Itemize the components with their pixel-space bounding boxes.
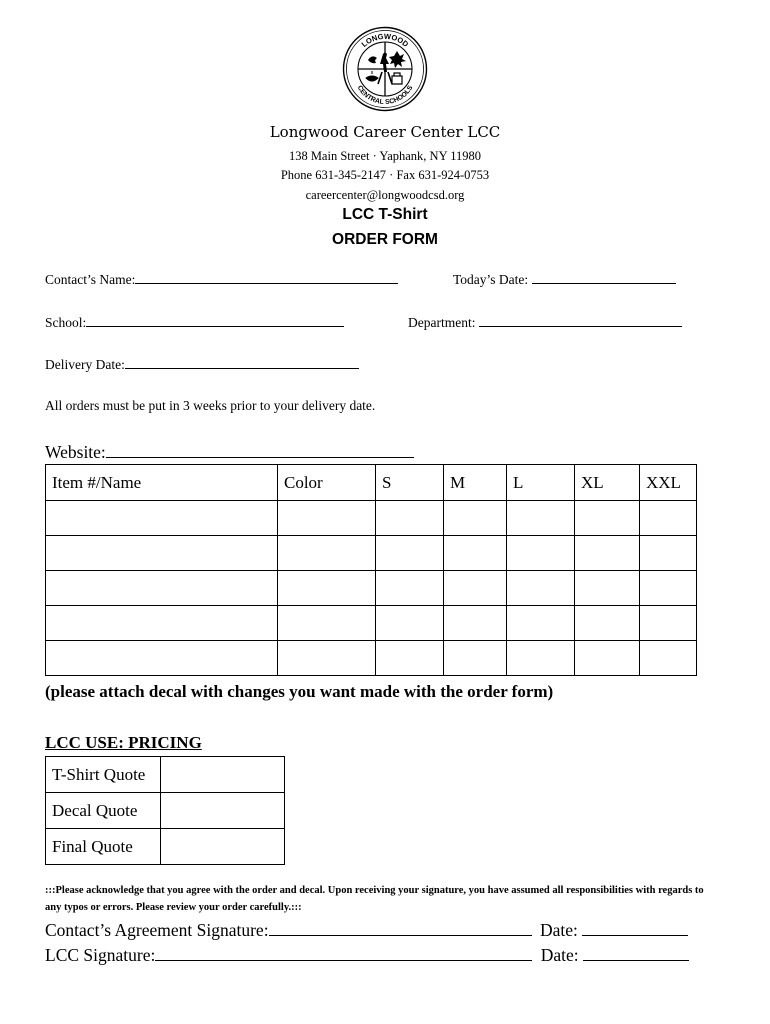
contact-date-label: Date: <box>539 920 578 940</box>
cell-xl[interactable] <box>575 606 640 641</box>
todays-date-field[interactable] <box>453 270 676 288</box>
cell-l[interactable] <box>507 571 575 606</box>
cell-color[interactable] <box>278 571 376 606</box>
delivery-date-field[interactable] <box>45 355 359 373</box>
form-title-line1: LCC T-Shirt <box>342 206 428 223</box>
cell-xxl[interactable] <box>640 571 697 606</box>
department-field[interactable] <box>408 313 682 331</box>
cell-m[interactable] <box>444 501 507 536</box>
table-row <box>46 501 697 536</box>
cell-s[interactable] <box>376 501 444 536</box>
lcc-date-label: Date: <box>540 945 579 965</box>
org-address: 138 Main Street · Yaphank, NY 11980 <box>288 149 482 163</box>
cell-s[interactable] <box>376 536 444 571</box>
svg-text:LONGWOOD: LONGWOOD <box>359 31 411 49</box>
pricing-table <box>45 756 285 865</box>
cell-item[interactable] <box>46 501 278 536</box>
cell-m[interactable] <box>444 571 507 606</box>
department-line[interactable] <box>479 313 682 327</box>
header-size-l: L <box>507 465 575 501</box>
cell-xl[interactable] <box>575 501 640 536</box>
cell-xxl[interactable] <box>640 606 697 641</box>
svg-text:CENTRAL SCHOOLS: CENTRAL SCHOOLS <box>355 84 415 107</box>
cell-color[interactable] <box>278 606 376 641</box>
lcc-signature-line[interactable] <box>155 943 532 961</box>
pricing-title: LCC USE: PRICING <box>45 733 202 752</box>
header-size-xl: XL <box>575 465 640 501</box>
org-email: careercenter@longwoodcsd.org <box>305 188 465 202</box>
table-row <box>46 536 697 571</box>
cell-item[interactable] <box>46 571 278 606</box>
cell-xxl[interactable] <box>640 536 697 571</box>
contact-signature-label: Contact’s Agreement Signature: <box>45 920 269 940</box>
cell-m[interactable] <box>444 641 507 676</box>
school-line[interactable] <box>86 313 344 327</box>
contact-signature-row[interactable] <box>45 918 688 941</box>
cell-l[interactable] <box>507 641 575 676</box>
table-row <box>46 606 697 641</box>
cell-m[interactable] <box>444 536 507 571</box>
header-size-s: S <box>376 465 444 501</box>
school-label: School: <box>45 315 87 330</box>
cell-color[interactable] <box>278 501 376 536</box>
pricing-value-decal[interactable] <box>161 793 285 829</box>
pricing-value-tshirt[interactable] <box>161 757 285 793</box>
contact-date-line[interactable] <box>582 918 688 936</box>
lcc-signature-row[interactable] <box>45 943 689 966</box>
lead-time-note: All orders must be put in 3 weeks prior to your delivery date. <box>45 398 376 413</box>
table-row <box>46 641 697 676</box>
header-item-name: Item #/Name <box>46 465 278 501</box>
delivery-date-line[interactable] <box>125 355 359 369</box>
header-size-m: M <box>444 465 507 501</box>
longwood-seal-logo <box>342 26 428 112</box>
cell-s[interactable] <box>376 606 444 641</box>
department-label: Department: <box>408 315 476 330</box>
form-title-line2: ORDER FORM <box>332 231 438 248</box>
lcc-signature-label: LCC Signature: <box>45 945 156 965</box>
lcc-date-line[interactable] <box>583 943 689 961</box>
cell-m[interactable] <box>444 606 507 641</box>
cell-item[interactable] <box>46 606 278 641</box>
org-phone-fax: Phone 631-345-2147 · Fax 631-924-0753 <box>280 168 490 182</box>
cell-item[interactable] <box>46 641 278 676</box>
table-row <box>46 571 697 606</box>
website-label: Website: <box>45 442 106 462</box>
cell-s[interactable] <box>376 641 444 676</box>
delivery-date-label: Delivery Date: <box>45 357 125 372</box>
cell-color[interactable] <box>278 536 376 571</box>
todays-date-label: Today’s Date: <box>453 272 529 287</box>
pricing-row <box>46 793 285 829</box>
pricing-value-final[interactable] <box>161 829 285 865</box>
decal-note: (please attach decal with changes you want made with the order form) <box>45 682 554 701</box>
cell-l[interactable] <box>507 536 575 571</box>
school-field[interactable] <box>45 313 344 331</box>
cell-l[interactable] <box>507 501 575 536</box>
pricing-label-decal: Decal Quote <box>46 793 161 829</box>
pricing-label-final: Final Quote <box>46 829 161 865</box>
header-color: Color <box>278 465 376 501</box>
contact-name-label: Contact’s Name: <box>45 272 136 287</box>
pricing-label-tshirt: T-Shirt Quote <box>46 757 161 793</box>
cell-s[interactable] <box>376 571 444 606</box>
order-items-table <box>45 464 697 676</box>
pricing-row <box>46 829 285 865</box>
contact-signature-line[interactable] <box>269 918 532 936</box>
table-header-row <box>46 465 697 501</box>
todays-date-line[interactable] <box>532 270 676 284</box>
cell-xxl[interactable] <box>640 641 697 676</box>
header-size-xxl: XXL <box>640 465 697 501</box>
website-line[interactable] <box>106 441 414 458</box>
contact-name-field[interactable] <box>45 270 398 288</box>
cell-xl[interactable] <box>575 536 640 571</box>
contact-name-line[interactable] <box>135 270 398 284</box>
org-name: Longwood Career Center LCC <box>269 123 501 141</box>
acknowledgement-text: :::Please acknowledge that you agree with the order and decal. Upon receiving your signature, you have assumed all responsibilities with regards to any typos or errors. Please review your order carefully.::: <box>45 885 704 913</box>
cell-xxl[interactable] <box>640 501 697 536</box>
website-field[interactable] <box>45 441 414 463</box>
cell-color[interactable] <box>278 641 376 676</box>
cell-l[interactable] <box>507 606 575 641</box>
cell-xl[interactable] <box>575 641 640 676</box>
pricing-row <box>46 757 285 793</box>
cell-item[interactable] <box>46 536 278 571</box>
cell-xl[interactable] <box>575 571 640 606</box>
